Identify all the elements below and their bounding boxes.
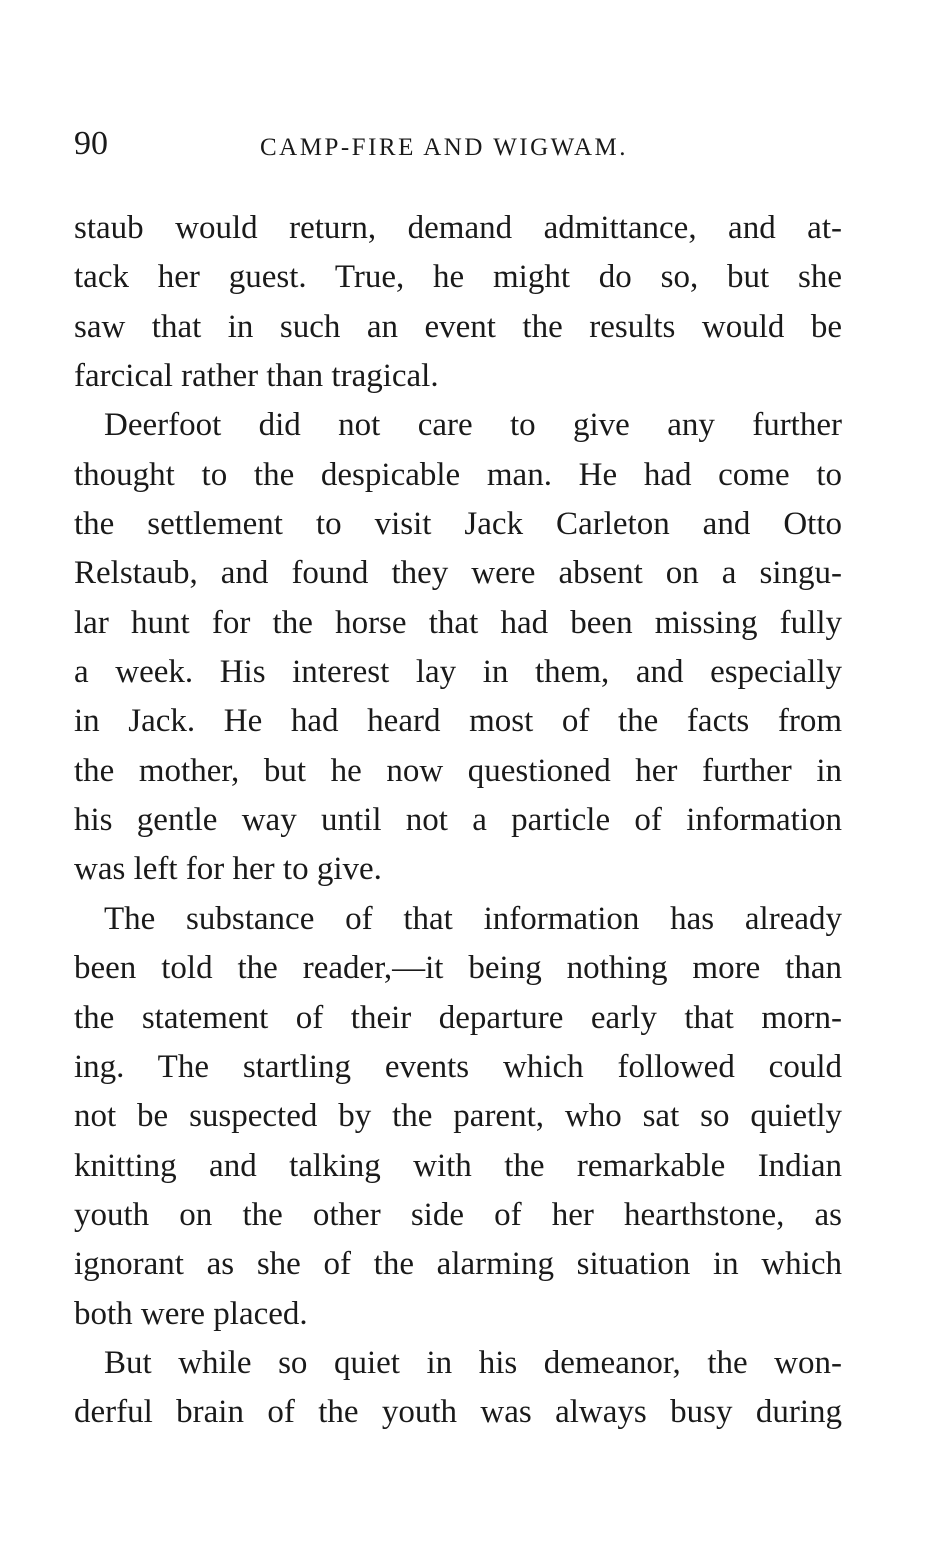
- text-line: ignorant as she of the alarming situation in which: [74, 1246, 842, 1283]
- page-number: 90: [74, 125, 108, 162]
- text-line: the mother, but he now questioned her further in: [74, 752, 842, 789]
- text-line: lar hunt for the horse that had been missing fully: [74, 604, 842, 641]
- text-line: derful brain of the youth was always busy during: [74, 1394, 842, 1431]
- text-line: thought to the despicable man. He had come to: [74, 456, 842, 493]
- text-line: both were placed.: [74, 1295, 308, 1332]
- running-title: CAMP-FIRE AND WIGWAM.: [260, 134, 629, 161]
- text-line: was left for her to give.: [74, 851, 382, 888]
- text-line: been told the reader,—it being nothing more than: [74, 950, 842, 987]
- text-line: farcical rather than tragical.: [74, 358, 439, 395]
- page-header: [74, 122, 844, 172]
- text-line: Deerfoot did not care to give any further: [104, 407, 842, 444]
- text-line: The substance of that information has already: [104, 900, 842, 937]
- body-text: [74, 204, 842, 1438]
- text-line: his gentle way until not a particle of information: [74, 802, 842, 839]
- text-line: Relstaub, and found they were absent on a singu-: [74, 555, 842, 592]
- text-line: staub would return, demand admittance, and at-: [74, 210, 842, 246]
- text-line: But while so quiet in his demeanor, the won-: [104, 1344, 842, 1381]
- text-line: in Jack. He had heard most of the facts from: [74, 703, 842, 740]
- text-line: not be suspected by the parent, who sat so quietly: [74, 1098, 842, 1135]
- text-line: youth on the other side of her hearthstone, as: [74, 1196, 842, 1233]
- text-line: tack her guest. True, he might do so, but she: [74, 259, 842, 296]
- text-line: saw that in such an event the results would be: [74, 308, 842, 345]
- text-line: knitting and talking with the remarkable Indian: [74, 1147, 842, 1184]
- text-line: a week. His interest lay in them, and especially: [74, 654, 842, 691]
- text-line: the statement of their departure early that morn-: [74, 999, 842, 1036]
- text-line: the settlement to visit Jack Carleton and Otto: [74, 506, 842, 543]
- text-line: ing. The startling events which followed could: [74, 1048, 842, 1085]
